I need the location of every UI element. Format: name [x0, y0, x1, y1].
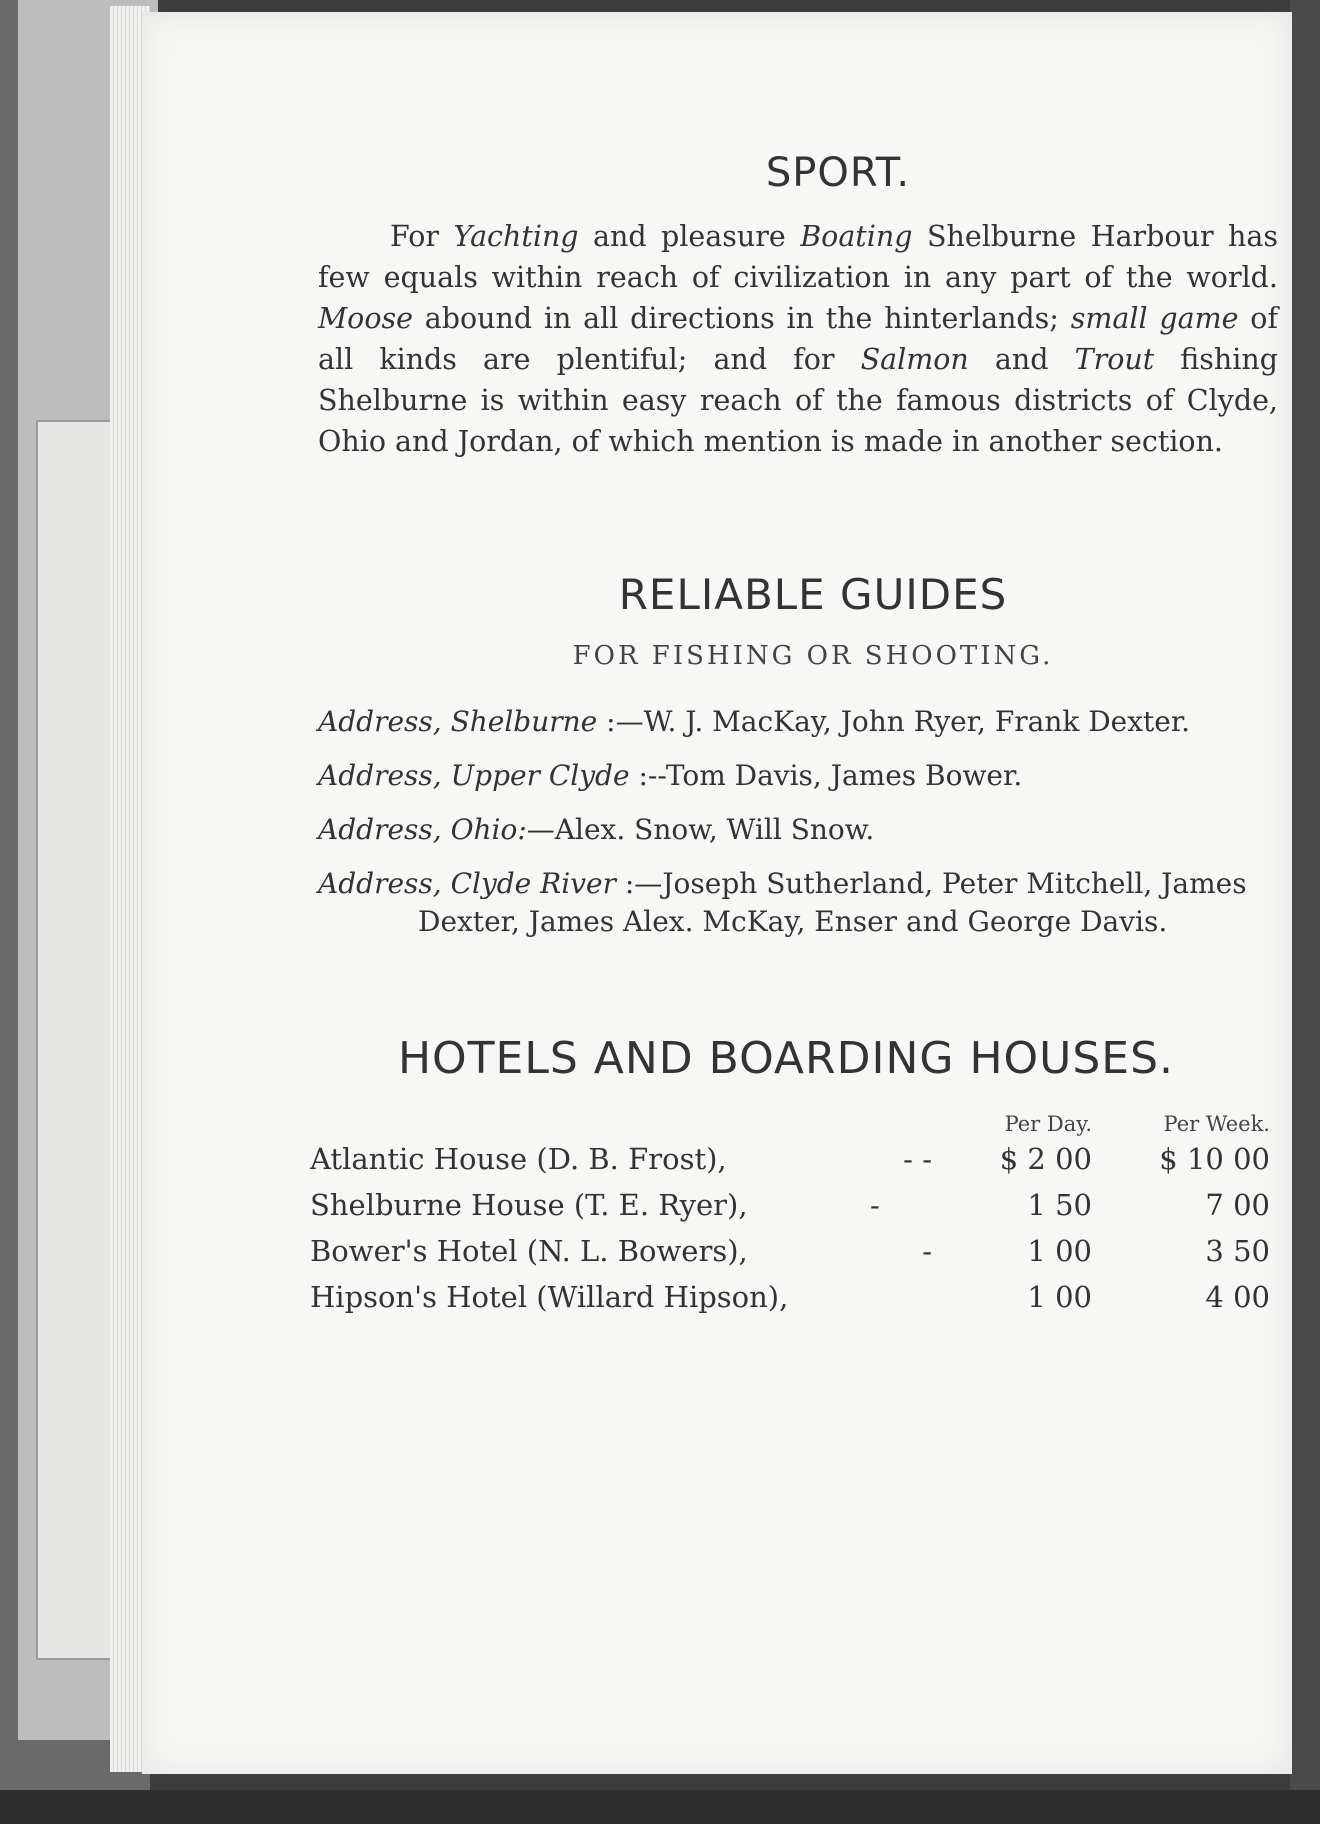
sport-emphasis-text: Moose [318, 302, 413, 335]
guide-separator: :— [615, 867, 663, 900]
sport-paragraph [318, 216, 1278, 462]
sport-emphasis-text: Boating [800, 220, 913, 253]
table-row [310, 1182, 1278, 1228]
guides-list [318, 703, 1278, 941]
table-row [310, 1228, 1278, 1274]
header-spacer [870, 1112, 940, 1136]
guide-address: Address, Ohio: [318, 813, 527, 846]
leader-dash: - [922, 1234, 932, 1268]
sport-text: For [390, 220, 454, 253]
rate-per-week: $ 10 00 [1159, 1142, 1270, 1176]
sport-emphasis-text: Yachting [453, 220, 579, 253]
guide-separator: — [526, 813, 555, 846]
background-right [1290, 0, 1320, 1824]
sport-emphasis-text: Salmon [860, 343, 969, 376]
rate-per-week: 3 50 [1205, 1234, 1270, 1268]
guide-names: Tom Davis, James Bower. [665, 759, 1023, 792]
hotel-name: Bower's Hotel (N. L. Bowers), [310, 1234, 748, 1268]
guides-heading: RELIABLE GUIDES [618, 570, 1008, 619]
hotel-name: Hipson's Hotel (Willard Hipson), [310, 1280, 789, 1314]
guide-address: Address, Shelburne [318, 705, 598, 738]
col-per-week: Per Week. [1163, 1112, 1270, 1136]
guide-address: Address, Upper Clyde [318, 759, 630, 792]
rate-per-day: 1 00 [1027, 1280, 1092, 1314]
rate-per-week: 7 00 [1205, 1188, 1270, 1222]
hotel-name: Shelburne House (T. E. Ryer), [310, 1188, 748, 1222]
page-content [310, 150, 1278, 1320]
guide-entry [318, 757, 1278, 795]
leader-dash [870, 1274, 940, 1320]
sport-text: fishing Shelburne is within easy reach of the famous districts of Clyde, Ohio and Jordan, of which mention is made in another section. [318, 343, 1278, 458]
guide-entry [318, 703, 1278, 741]
rate-per-day: 1 50 [1027, 1188, 1092, 1222]
leader-dash: - - [903, 1142, 932, 1176]
hotel-rates-table [310, 1112, 1278, 1320]
sport-emphasis-text: small game [1070, 302, 1239, 335]
guide-names: Joseph Sutherland, Peter Mitchell, James Dexter, James Alex. McKay, Enser and George Davis. [418, 867, 1247, 938]
guide-names: W. J. MacKay, John Ryer, Frank Dexter. [643, 705, 1191, 738]
hotels-heading: HOTELS AND BOARDING HOUSES. [397, 1033, 1175, 1084]
guide-separator: :— [597, 705, 644, 738]
guide-names: Alex. Snow, Will Snow. [554, 813, 875, 846]
sport-text: of all kinds are plentiful; and for [318, 302, 1278, 376]
hotel-name: Atlantic House (D. B. Frost), [310, 1142, 727, 1176]
guide-separator: :-- [629, 759, 666, 792]
rate-per-week: 4 00 [1205, 1280, 1270, 1314]
sport-heading: SPORT. [765, 150, 911, 196]
background-bottom [0, 1790, 1320, 1824]
table-header-row [310, 1112, 1278, 1136]
rate-per-day: $ 2 00 [999, 1142, 1092, 1176]
leader-dash: - [870, 1188, 880, 1222]
guide-entry [318, 865, 1278, 941]
sport-text: abound in all directions in the hinterlands; [413, 302, 1071, 335]
guide-entry [318, 811, 1278, 849]
sport-text: Shelburne Harbour has few equals within reach of civilization in any part of the world. [318, 220, 1278, 294]
guides-subheading: FOR FISHING OR SHOOTING. [572, 641, 1054, 671]
table-row [310, 1136, 1278, 1182]
guide-address: Address, Clyde River [318, 867, 616, 900]
header-spacer [310, 1112, 870, 1136]
sport-text: and pleasure [578, 220, 801, 253]
sport-emphasis-text: Trout [1074, 343, 1155, 376]
rate-per-day: 1 00 [1027, 1234, 1092, 1268]
sport-text: and [968, 343, 1075, 376]
table-row [310, 1274, 1278, 1320]
col-per-day: Per Day. [1004, 1112, 1092, 1136]
